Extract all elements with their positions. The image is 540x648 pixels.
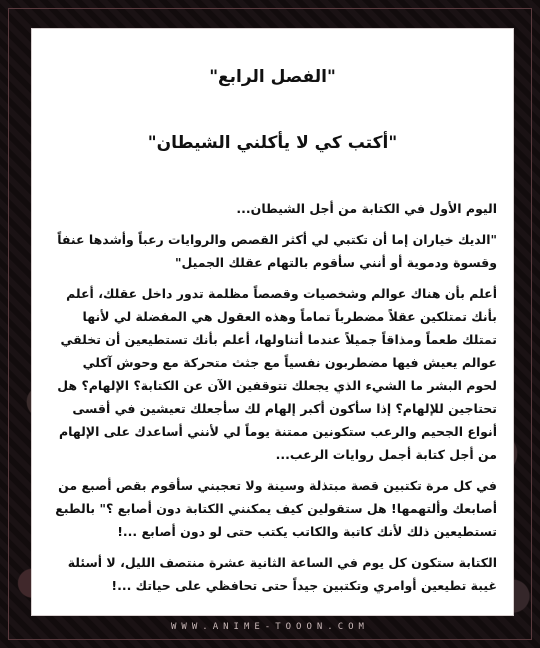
paragraph: أعلم بأن هناك عوالم وشخصيات وقصصاً مظلمة تدور داخل عقلك، أعلم بأنك تمتلكين عقلاً مضطرباً تماماً وهذه العقول هي المفضلة لي لأنها تمتلك طعماً ومذاقاً جميلاً عندما أتناولها، أعلم بأنك تستطيعين أن تخلقي عوالم يعيش فيها مضطربون نفسياً مع جثث متحركة مع وحوش آكلي لحوم البشر ما الشيء الذي يجعلك تتوقفين الآن عن الكتابة؟ الإلهام؟ هل تحتاجين للإلهام؟ إذا سأكون أكبر إلهام لك سأجعلك تعيشين في أقسى أنواع الجحيم والرعب ستكونين ممتنة يوماً لي لأنني أساعدك على الإلهام من أجل كتابة أجمل روايات الرعب... — [57, 286, 497, 462]
site-watermark: WWW.ANIME-TOOON.COM — [171, 622, 369, 632]
paragraph: اليوم الأول في الكتابة من أجل الشيطان... — [236, 201, 497, 216]
story-title: "أكتب كي لا يأكلني الشيطان" — [147, 133, 398, 153]
document-page — [31, 28, 514, 616]
story-body — [48, 197, 497, 605]
paragraph: "الديك خياران إما أن تكتبي لي أكثر القصص والروايات رعباً وأشدها عنفاً وقسوة ودموية أو أنني سأقوم بالتهام عقلك الجميل" — [57, 232, 497, 270]
chapter-heading: "الفصل الرابع" — [209, 67, 336, 87]
paragraph: الكتابة ستكون كل يوم في الساعة الثانية عشرة منتصف الليل، لا أسئلة غيبة تطيعين أوامري وتكتبين جيداً حتى تحافظي على حياتك ...! — [67, 555, 497, 593]
paragraph: في كل مرة تكتبين قصة مبتذلة وسينة ولا تعجبني سأقوم بقص أصبع من أصابعك وألتهمها! هل ستقولين كيف يمكنني الكتابة دون أصابع ؟" بالطبع تستطيعين ذلك لأنك كاتبة والكاتب يكتب حتى لو دون أصابع ...! — [55, 478, 497, 539]
